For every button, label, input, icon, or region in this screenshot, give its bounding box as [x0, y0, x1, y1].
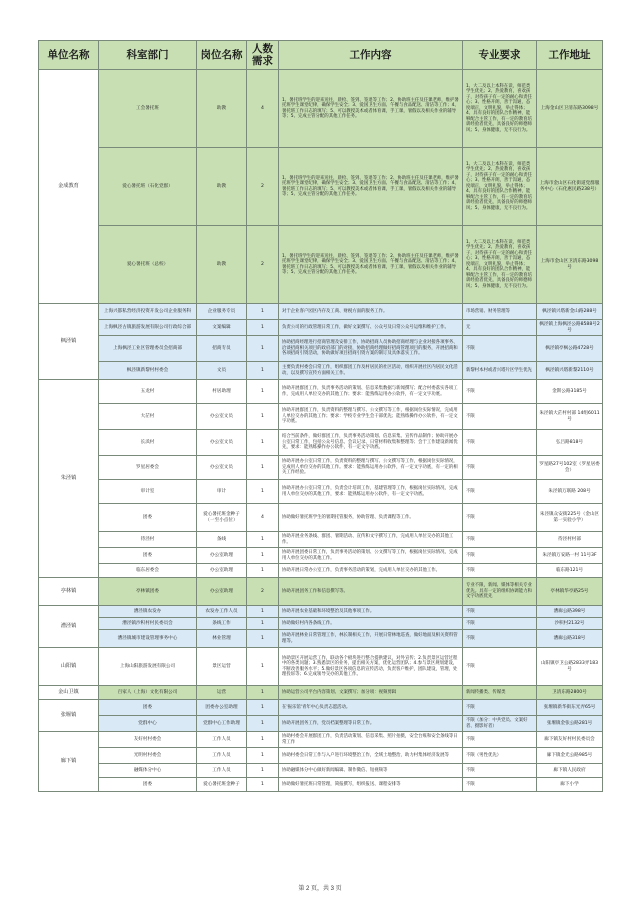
table-row — [39, 686, 603, 700]
table-row — [39, 148, 603, 226]
cell-headcount: 2 — [247, 578, 279, 606]
cell-department: 审计室 — [99, 480, 197, 504]
cell-headcount: 1 — [247, 630, 279, 648]
cell-unit: 枫泾镇 — [39, 304, 99, 380]
cell-post: 企业服务专员 — [197, 304, 247, 320]
cell-department: 五龙村 — [99, 380, 197, 404]
cell-headcount: 4 — [247, 70, 279, 148]
cell-work-content: 对于企业客户园区内存及工商、财税方面的服务工作。 — [279, 304, 463, 320]
cell-headcount: 1 — [247, 480, 279, 504]
cell-address: 廊下镇金光公路985号 — [537, 748, 603, 764]
cell-post: 办公室文员 — [197, 456, 247, 480]
cell-headcount: 1 — [247, 548, 279, 564]
cell-address: 朱泾镇万联路 208号 — [537, 480, 603, 504]
cell-post: 景区运营 — [197, 648, 247, 686]
cell-department: 漕泾镇沙积村村民委员会 — [99, 618, 197, 630]
cell-requirements: 1、大二及以上本科在读，师范类学生优先；2、热爱教育，喜欢孩子，对待孩子有一定的耐心和责任心；3、性格开朗，善于沟通，态度端正，文明礼貌，举止得体；4、具有良好的团队合作精神，能够配合主管工作，有一定的教育培训经验者优先，具备良好的师德师风；5、身体健康，无不良行为。 — [463, 226, 537, 304]
cell-headcount: 1 — [247, 362, 279, 380]
cell-department: 大茫村 — [99, 404, 197, 430]
cell-post: 运营 — [197, 686, 247, 700]
table-row — [39, 504, 603, 532]
cell-requirements: 不限 — [463, 380, 537, 404]
cell-requirements: 1、大二及以上本科在读，师范类学生优先；2、热爱教育，喜欢孩子，对待孩子有一定的耐心和责任心；3、性格开朗，善于沟通，态度端正，文明礼貌，举止得体；4、具有良好的团队合作精神，能够配合主管工作，有一定的教育培训经验者优先，具备良好的师德师风；5、身体健康，无不良行为。 — [463, 148, 537, 226]
cell-address: 枫泾镇兴塔新金山路288号 — [537, 304, 603, 320]
cell-department: 长浜村 — [99, 430, 197, 456]
header-requirements: 专业要求 — [463, 41, 537, 70]
cell-post: 办公室文员 — [197, 430, 247, 456]
cell-post: 助教 — [197, 226, 247, 304]
cell-headcount: 2 — [247, 148, 279, 226]
cell-requirements: 不限 — [463, 336, 537, 362]
cell-work-content: 协助景区开展运营工作，联动各个板块进行整合提供建议，对外宣传；2.负责景区运营过程中的各类问题；3.熟悉景区的业务，提出相关方案，优化运营团队；4.参与景区规划建设，不断改善服务水平；5.做好景区各项信息的宣传活动，负责客户维护，团队建设，管理，处理投诉等；6.完成领导交办的其他工作。 — [279, 648, 463, 686]
cell-work-content: 协助开展办公室日常工作，负责资料的整理与撰写、公文撰写等工作，根据岗位实际情况，完成用人单位交办的其他工作。要求：能熟练运用办公软件，有一定文字功底，有一定的相关工作经验。 — [279, 456, 463, 480]
cell-work-content: 协助开展农业基础和环境整治及其他事项工作。 — [279, 606, 463, 618]
cell-department: 亭林镇团委 — [99, 578, 197, 606]
cell-work-content: 协助村委会开展群团工作，负责活动策划、信息采集、照片拍摄，安全台账和安全条线等日常工作 — [279, 732, 463, 748]
cell-post: 村居助理 — [197, 380, 247, 404]
table-row — [39, 430, 603, 456]
cell-work-content: 协助融媒体分中心做好新闻编辑、制作微信、短视频等 — [279, 764, 463, 778]
cell-headcount: 2 — [247, 226, 279, 304]
table-row — [39, 380, 603, 404]
cell-requirements: 不限 — [463, 430, 537, 456]
cell-requirements: 无 — [463, 320, 537, 336]
table-row — [39, 336, 603, 362]
cell-address: 朱泾镇大茫村村部 14组6011号 — [537, 404, 603, 430]
cell-address: 廊下镇友好村村民委员会 — [537, 732, 603, 748]
table-row — [39, 226, 603, 304]
table-row — [39, 648, 603, 686]
table-row — [39, 564, 603, 578]
cell-work-content: 结合当前条件，做好群团工作，负责事务活动策划、信息采集、宣传作品制作；协助开展办公室日常工作，包括公众号信息、会议记录、日常材料收集和整理等；会于工作建设新闻优先，要求：能熟练操作办公软件，有一定文字功底。 — [279, 430, 463, 456]
table-row — [39, 618, 603, 630]
cell-headcount: 1 — [247, 764, 279, 778]
table-row — [39, 362, 603, 380]
cell-post: 办公室助理 — [197, 578, 247, 606]
cell-headcount: 1 — [247, 732, 279, 748]
cell-unit: 漕泾镇 — [39, 606, 99, 648]
cell-headcount: 4 — [247, 504, 279, 532]
table-row — [39, 716, 603, 732]
cell-work-content: 1、暑托班学生的迎来送往，晨检、签到、签退等工作；2、协助班主任及任课老师，维护暑托班学生课堂纪律，确保学生安全；3、爱国卫生方面、午餐与食品配送、清洁等工作；4、暑托班工作日志的填写；5、可以教授美术或者体育课，手工课，暑假以及相关作业的辅导等；5、完成主管分配的其他工作任务。 — [279, 70, 463, 148]
cell-requirements: 不限 — [463, 606, 537, 618]
cell-work-content: 协助招商经理进行招商管理及安排工作，协助招商人员协助招商经理与企业对接各项事务、洽谈招商相关项目的政府部门的对接，协助招商经理做好招商管理项目的服务，开展招商和各项招商引资活动，协助做好项目招商引资方案的制订及具体落实工作。 — [279, 336, 463, 362]
header-address: 工作地址 — [537, 41, 603, 70]
cell-headcount: 1 — [247, 456, 279, 480]
cell-headcount: 1 — [247, 648, 279, 686]
recruitment-table — [38, 40, 603, 792]
cell-requirements: 不限 — [463, 456, 537, 480]
cell-work-content: 协助村委会日常工作与入户进行环境整治工作，全域土地整治，助力村集体经济发展等 — [279, 748, 463, 764]
cell-address: 张堰镇金张公路281号 — [537, 716, 603, 732]
cell-address: 朱泾镇众安街225号（金山区第一实验小学） — [537, 504, 603, 532]
page-footer: 第 2 页，共 3 页 — [298, 886, 342, 892]
table-header-row — [39, 41, 603, 70]
cell-address: 弘吕路818号 — [537, 430, 603, 456]
cell-work-content: 协助开展群团工作，负责事务活动的策划、信息采集数据与新闻撰写；配合村委落实各项工作，完成用人单位交办的其他工作；要求：能熟练运用办公软件，有一定文字功底。 — [279, 380, 463, 404]
cell-requirements: 不限 — [463, 504, 537, 532]
cell-work-content: 协助开展团委日常工作，负责事务活动的策划、公文撰写等工作，根据岗位实际情况，完成用人单位交办的其他工作。 — [279, 548, 463, 564]
cell-department: 罗星居委会 — [99, 456, 197, 480]
cell-post: 工作人员 — [197, 732, 247, 748]
cell-requirements: 不限 — [463, 532, 537, 548]
cell-requirements: 不限 — [463, 404, 537, 430]
cell-post: 爱心暑托班金种子（一至小点位） — [197, 504, 247, 532]
cell-department: 上海枫泾工业区管理委员会招商部 — [99, 336, 197, 362]
cell-department: 爱心暑托班（石化党群） — [99, 148, 197, 226]
cell-work-content: 在'振乐馆'青年中心负责志愿活动。 — [279, 700, 463, 716]
cell-work-content: 1、暑托班学生的迎来送往，晨检、签到、签退等工作；2、协助班主任及任课老师，维护暑托班学生课堂纪律，确保学生安全；3、爱国卫生方面、午餐与食品配送、清洁等工作；4、暑托班工作日志的填写；5、可以教授美术或者体育课，手工课，暑假以及相关作业的辅导等；5、完成主管分配的其他工作任务。 — [279, 226, 463, 304]
table-row — [39, 304, 603, 320]
cell-address: 山阳镇亭卫公路2833弄183号 — [537, 648, 603, 686]
cell-requirements: 不限 — [463, 548, 537, 564]
cell-work-content: 协助开展团务工作，党员档案整理等日常工作。 — [279, 716, 463, 732]
cell-post: 工作人员 — [197, 748, 247, 764]
header-department: 科室部门 — [99, 41, 197, 70]
cell-department: 团委 — [99, 548, 197, 564]
cell-work-content: 协助运营公司平台内容策划、文案撰写；加分项：视频剪辑 — [279, 686, 463, 700]
cell-work-content: 协助做好村内各条线工作。 — [279, 618, 463, 630]
cell-address: 枫泾镇兴塔新黎2110号 — [537, 362, 603, 380]
cell-headcount: 1 — [247, 380, 279, 404]
table-row — [39, 700, 603, 716]
cell-department: 团委 — [99, 504, 197, 532]
cell-work-content: 协助做好暑托班日常管理，简报撰写，组织报送、课程安排等 — [279, 778, 463, 792]
cell-post: 审计 — [197, 480, 247, 504]
cell-address: 临东路121号 — [537, 564, 603, 578]
cell-post: 爱心暑托班金种子 — [197, 778, 247, 792]
cell-work-content: 协助开展办公室日常工作，负责会计培训工作，基建管理等工作，根据岗位实际情况，完成用人单位交办的其他工作，要求：能熟练运用办公软件，有一定文字功底。 — [279, 480, 463, 504]
cell-requirements: 不限（加分：中共党员、文案好者、摄影好者） — [463, 716, 537, 732]
cell-requirements: 不限 — [463, 732, 537, 748]
cell-address: 沙积村2132号 — [537, 618, 603, 630]
cell-requirements: 不限 — [463, 564, 537, 578]
cell-post: 招商专员 — [197, 336, 247, 362]
cell-post: 文员 — [197, 362, 247, 380]
cell-headcount: 1 — [247, 532, 279, 548]
cell-unit: 金成教育 — [39, 70, 99, 304]
cell-work-content: 协助做好暑托班学生的暑期托管服务，协助管理、负责课程等工作。 — [279, 504, 463, 532]
cell-department: 漕泾镇农发办 — [99, 606, 197, 618]
header-work-content: 工作内容 — [279, 41, 463, 70]
cell-headcount: 1 — [247, 336, 279, 362]
cell-post: 条线 — [197, 532, 247, 548]
cell-department: 上海山阳旅游发展有限公司 — [99, 648, 197, 686]
table-row — [39, 606, 603, 618]
cell-department: 光明村村委会 — [99, 748, 197, 764]
table-row — [39, 548, 603, 564]
cell-address: 廊下小学 — [537, 778, 603, 792]
cell-headcount: 1 — [247, 748, 279, 764]
cell-department: 漕泾镇城市建设管理事务中心 — [99, 630, 197, 648]
cell-headcount: 1 — [247, 430, 279, 456]
cell-unit: 张堰镇 — [39, 700, 99, 732]
cell-unit: 金山卫镇 — [39, 686, 99, 700]
table-body — [39, 70, 603, 792]
cell-post: 党群中心工作助理 — [197, 716, 247, 732]
cell-headcount: 1 — [247, 618, 279, 630]
cell-requirements: 不限 — [463, 480, 537, 504]
table-row — [39, 320, 603, 336]
cell-requirements: 不限 — [463, 648, 537, 686]
cell-address: 上海金山区卫清东路3098号 — [537, 70, 603, 148]
cell-department: 百家人（上海）文化有限公司 — [99, 686, 197, 700]
table-row — [39, 578, 603, 606]
cell-address: 张堰镇新华街东光弄65号 — [537, 700, 603, 716]
cell-department: 工会暑托班 — [99, 70, 197, 148]
cell-headcount: 1 — [247, 716, 279, 732]
cell-requirements: 不限 — [463, 764, 537, 778]
header-headcount: 人数需求 — [247, 41, 279, 70]
cell-department: 党群中心 — [99, 716, 197, 732]
cell-department: 融媒体分中心 — [99, 764, 197, 778]
cell-work-content: 协助开展团务工作和信息撰写等。 — [279, 578, 463, 606]
table-row — [39, 404, 603, 430]
cell-post: 助教 — [197, 148, 247, 226]
cell-address: 卫清东路2800号 — [537, 686, 603, 700]
cell-requirements: 不限 — [463, 778, 537, 792]
cell-work-content: 主要负责村委会日常工作，组织群团工作及村居民的社区活动，组织开展社区内居民文化活动，以及撰写宣传方面相关工作。 — [279, 362, 463, 380]
cell-post: 办公室助理 — [197, 548, 247, 564]
cell-work-content: 1、暑托班学生的迎来送往，晨检、签到、签退等工作；2、协助班主任及任课老师，维护暑托班学生课堂纪律，确保学生安全；3、爱国卫生方面、午餐与食品配送、清洁等工作；4、暑托班工作日志的填写；5、可以教授美术或者体育课，手工课，暑假以及相关作业的辅导等；5、完成主管分配的其他工作任务。 — [279, 148, 463, 226]
cell-department: 团委 — [99, 700, 197, 716]
cell-requirements: 1、大二及以上本科在读，师范类学生优先；2、热爱教育，喜欢孩子，对待孩子有一定的耐心和责任心；3、性格开朗，善于沟通，态度端正，文明礼貌，举止得体；4、具有良好的团队合作精神，能够配合主管工作，有一定的教育培训经验者优先，具备良好的师德师风；5、身体健康，无不良行为。 — [463, 70, 537, 148]
cell-post: 工作人员 — [197, 764, 247, 778]
cell-post: 农发办工作人员 — [197, 606, 247, 618]
header-post: 岗位名称 — [197, 41, 247, 70]
table-row — [39, 480, 603, 504]
table-row — [39, 456, 603, 480]
cell-headcount: 1 — [247, 686, 279, 700]
cell-address: 枫泾镇亭枫公路4728号 — [537, 336, 603, 362]
table-row — [39, 70, 603, 148]
cell-work-content: 负责公司的行政管理日常工作，做好文案撰写、公众号及日常公众号运维和维护工作。 — [279, 320, 463, 336]
table-row — [39, 732, 603, 748]
cell-headcount: 1 — [247, 606, 279, 618]
cell-department: 友好村村委会 — [99, 732, 197, 748]
cell-address: 上海市金山区卫清东路3098号 — [537, 226, 603, 304]
cell-work-content: 协助开展林业日常管理工作，林长制相关工作，开展日常林地巡查，做好地面及相关资料管理等。 — [279, 630, 463, 648]
cell-department: 上海枫泾古镇旅游发展有限公司行政综合部 — [99, 320, 197, 336]
cell-address: 亭林镇华亭路25号 — [537, 578, 603, 606]
cell-requirements: 不限（男性优先） — [463, 748, 537, 764]
cell-post: 文案编辑 — [197, 320, 247, 336]
cell-address: 金斯公路3185号 — [537, 380, 603, 404]
cell-address: 罗星路27号102室（罗星居委会） — [537, 456, 603, 480]
cell-post: 条线工作 — [197, 618, 247, 630]
cell-unit: 亭林镇 — [39, 578, 99, 606]
cell-requirements: 新闻传播类、传媒类 — [463, 686, 537, 700]
cell-requirements: 市场营销、财务管理等 — [463, 304, 537, 320]
cell-department: 待泾村 — [99, 532, 197, 548]
cell-address: 漕廊公路318号 — [537, 630, 603, 648]
cell-post: 办公室文员 — [197, 404, 247, 430]
cell-department: 上海兴都私营经济投资开发公司企业服务科 — [99, 304, 197, 320]
cell-address: 朱泾镇万安路一村 11号3F — [537, 548, 603, 564]
table-row — [39, 764, 603, 778]
cell-unit: 朱泾镇 — [39, 380, 99, 578]
cell-department: 临东居委会 — [99, 564, 197, 578]
cell-department: 枫泾镇新黎村村委会 — [99, 362, 197, 380]
cell-headcount: 1 — [247, 700, 279, 716]
header-unit: 单位名称 — [39, 41, 99, 70]
cell-post: 助教 — [197, 70, 247, 148]
cell-headcount: 1 — [247, 404, 279, 430]
cell-headcount: 1 — [247, 320, 279, 336]
cell-address: 待泾村村部 — [537, 532, 603, 548]
cell-requirements: 新黎村本村或者兴塔片区学生优先 — [463, 362, 537, 380]
cell-requirements: 不限 — [463, 618, 537, 630]
cell-post: 办公室助理 — [197, 564, 247, 578]
cell-unit: 廊下镇 — [39, 732, 99, 792]
cell-requirements: 不限 — [463, 630, 537, 648]
cell-headcount: 1 — [247, 564, 279, 578]
table-row — [39, 748, 603, 764]
cell-work-content: 协助开展业务条线、群团、暑期活动、宣传和文字撰写工作，完成用人单位交办的其他工作。 — [279, 532, 463, 548]
cell-address: 上海市金山区石化街道党群服务中心（石化惠民路238号） — [537, 148, 603, 226]
cell-department: 团委 — [99, 778, 197, 792]
cell-work-content: 协助开展群团工作，负责资料的整理与撰写、公文撰写等工作，根据岗位实际情况，完成用人单位交办的其他工作；要求：学校专业学生会干部优先；能熟练操作办公软件，有一定文字功底。 — [279, 404, 463, 430]
cell-address: 枫泾镇上海枫泾公路8588号2号 — [537, 320, 603, 336]
cell-unit: 山阳镇 — [39, 648, 99, 686]
cell-department: 爱心暑托班（总校） — [99, 226, 197, 304]
cell-address: 廊下镇人民政府 — [537, 764, 603, 778]
cell-post: 团委办公室助理 — [197, 700, 247, 716]
cell-work-content: 协助开展日常办公室工作，负责事务活动的策划，完成用人单位交办的其他工作。 — [279, 564, 463, 578]
cell-address: 漕廊公路398号 — [537, 606, 603, 618]
table-row — [39, 532, 603, 548]
table-row — [39, 778, 603, 792]
table-row — [39, 630, 603, 648]
cell-requirements: 专业不限，新闻、媒体等相关专业优先。具有一定的组织协调能力和文字功底优先 — [463, 578, 537, 606]
cell-post: 林业管理 — [197, 630, 247, 648]
cell-headcount: 1 — [247, 304, 279, 320]
cell-headcount: 1 — [247, 778, 279, 792]
cell-requirements: 不限 — [463, 700, 537, 716]
